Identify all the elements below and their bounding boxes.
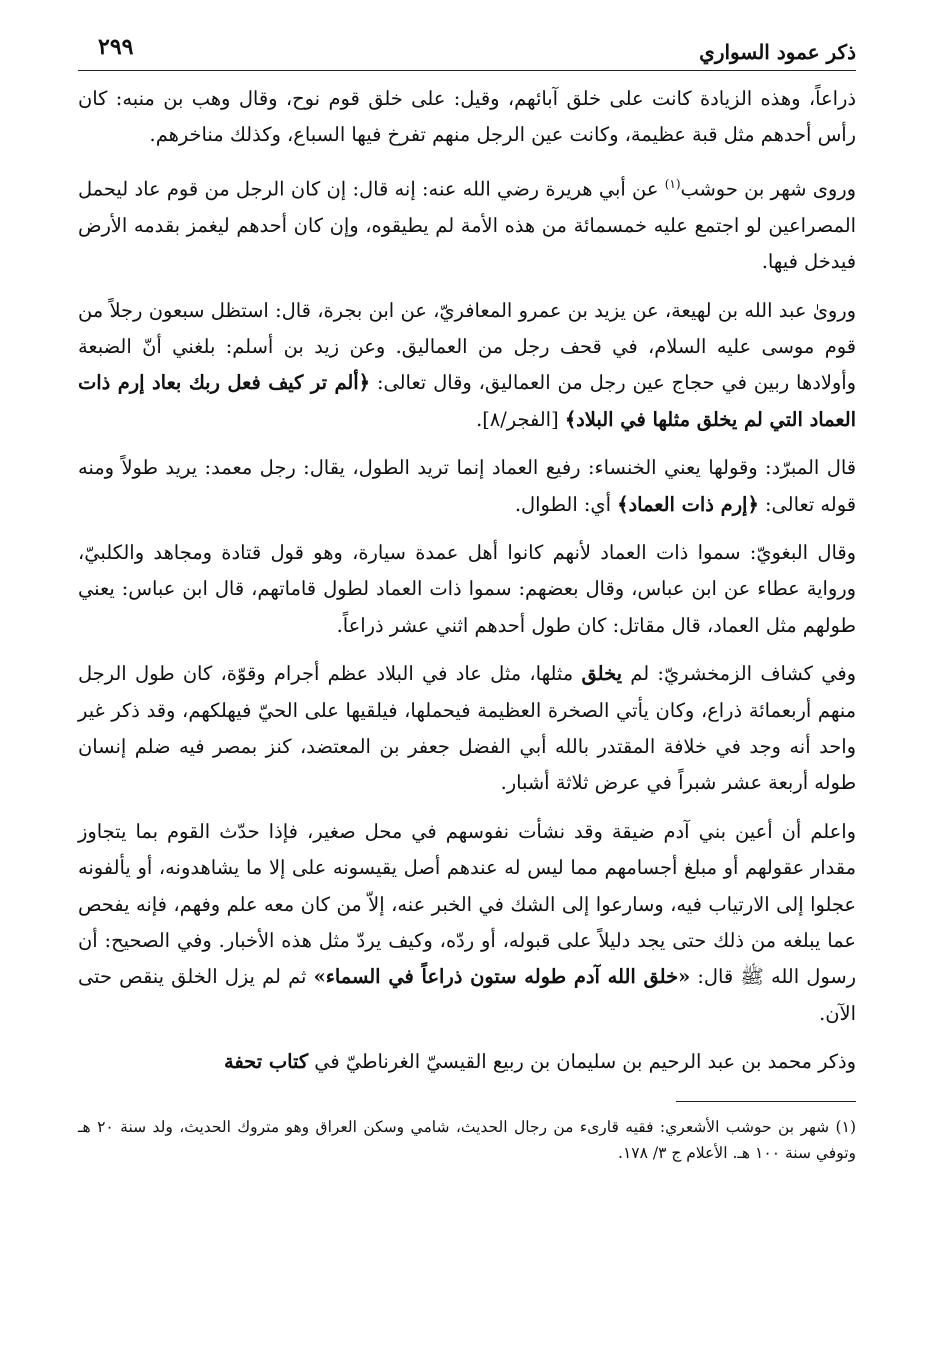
quoted-text: يخلق: [581, 662, 622, 686]
text-run: قال المبرّد: وقولها يعني الخنساء: رفيع العماد إنما تريد الطول، يقال: رجل معمد: يريد طولاً ومنه قوله تعالى:: [78, 456, 856, 516]
running-title: ذكر عمود السواري: [699, 40, 856, 64]
paragraph: [78, 450, 856, 523]
page-header: [78, 30, 856, 71]
footnote: (١) شهر بن حوشب الأشعري: فقيه قارىء من رجال الحديث، شامي وسكن العراق وهو متروك الحديث، ولد سنة ٢٠ هـ وتوفي سنة ١٠٠ هـ. الأعلام ج ٣/ ١٧٨.: [78, 1117, 856, 1162]
text-run: [الفجر/٨].: [476, 407, 565, 431]
book-page: [78, 30, 856, 1340]
footnote-ref: (١): [664, 176, 681, 191]
text-run: واعلم أن أعين بني آدم ضيقة وقد نشأت نفوسهم في محل صغير، فإذا حدّث القوم بما يتجاوز مقدار عقولهم أو مبلغ أجسامهم مما ليس له عندهم أصل يقيسونه على إلا ما يشاهدونه، أو يألفونه عجلوا إلى الارتياب فيه، وسارعوا إلى الشك في الخبر عنه، إلاّ من كان معه علم وفهم، فإنه يفحص عما يبلغه من ذلك حتى يجد دليلاً على قبوله، أو ردّه، وكيف يردّ مثل هذه الأخبار. وفي الصحيح: أن رسول الله ﷺ قال:: [78, 819, 857, 989]
text-run: وروىٰ عبد الله بن لهيعة، عن يزيد بن عمرو المعافريّ، عن ابن بجرة، قال: استظل سبعون رجلاً من قوم موسى عليه السلام، في قحف رجل من العماليق. وعن زيد بن أسلم: بلغني أنّ الضبعة وأولادها ربين في حجاج عين رجل من العماليق، وقال تعالى:: [78, 298, 857, 395]
text-run: عن أبي هريرة رضي الله عنه: إنه قال: إن كان الرجل من قوم عاد ليحمل المصراعين لو اجتمع عليه خمسمائة من هذه الأمة لم يطيقوه، وإن كان أحدهم ليغمز بقدمه الأرض فيدخل فيها.: [78, 177, 856, 274]
paragraph: [78, 166, 856, 281]
text-run: مثلها، مثل عاد في البلاد عظم أجرام وقوّة، كان طول الرجل منهم أربعمائة ذراع، وكان يأتي الصخرة العظيمة فيحملها، فيلقيها على الحيّ فيهلكهم، وقد ذكر غير واحد أنه وجد في خلافة المقتدر بالله أبي الفضل جعفر بن المعتضد، كنز بمصر فيه ضلم إنسان طوله أربعة عشر شبراً في عرض ثلاثة أشبار.: [78, 662, 856, 795]
paragraph: [78, 535, 856, 644]
quoted-text: «خلق الله آدم طوله ستون ذراعاً في السماء»: [313, 965, 691, 989]
text-run: وروى شهر بن حوشب: [680, 177, 856, 201]
paragraph: [78, 814, 856, 1032]
paragraph: [78, 656, 856, 802]
paragraph: [78, 293, 856, 439]
footnote-separator: [676, 1101, 856, 1102]
text-run: ذراعاً، وهذه الزيادة كانت على خلق آبائهم، وقيل: على خلق قوم نوح، وقال وهب بن منبه: كان رأس أحدهم مثل قبة عظيمة، وكانت عين الرجل منهم تفرخ فيها السباع، وكذلك مناخرهم.: [78, 87, 856, 147]
text-run: ثم لم يزل الخلق ينقص حتى الآن.: [78, 965, 856, 1025]
paragraph: [78, 1044, 856, 1080]
quoted-text: ﴿إرم ذات العماد﴾: [617, 492, 759, 516]
page-number: ٢٩٩: [98, 34, 134, 60]
text-run: أي: الطوال.: [514, 492, 618, 516]
text-run: وقال البغويّ: سموا ذات العماد لأنهم كانوا أهل عمدة سيارة، وهو قول قتادة ومجاهد والكلبيّ، ورواية عطاء عن ابن عباس، وقال بعضهم: سموا ذات العماد لطول قاماتهم، قال ابن عباس: يعني طولهم مثل العماد، قال مقاتل: كان طول أحدهم اثني عشر ذراعاً.: [78, 540, 856, 637]
quoted-text: كتاب تحفة: [223, 1050, 309, 1074]
paragraph: [78, 81, 856, 154]
page-body: [78, 81, 856, 1081]
text-run: وفي كشاف الزمخشريّ: لم: [622, 662, 856, 686]
quoted-text: ﴿ألم تر كيف فعل ربك بعاد إرم ذات العماد التي لم يخلق مثلها في البلاد﴾: [78, 371, 856, 431]
text-run: وذكر محمد بن عبد الرحيم بن سليمان بن ربيع القيسيّ الغرناطيّ في: [308, 1050, 856, 1074]
